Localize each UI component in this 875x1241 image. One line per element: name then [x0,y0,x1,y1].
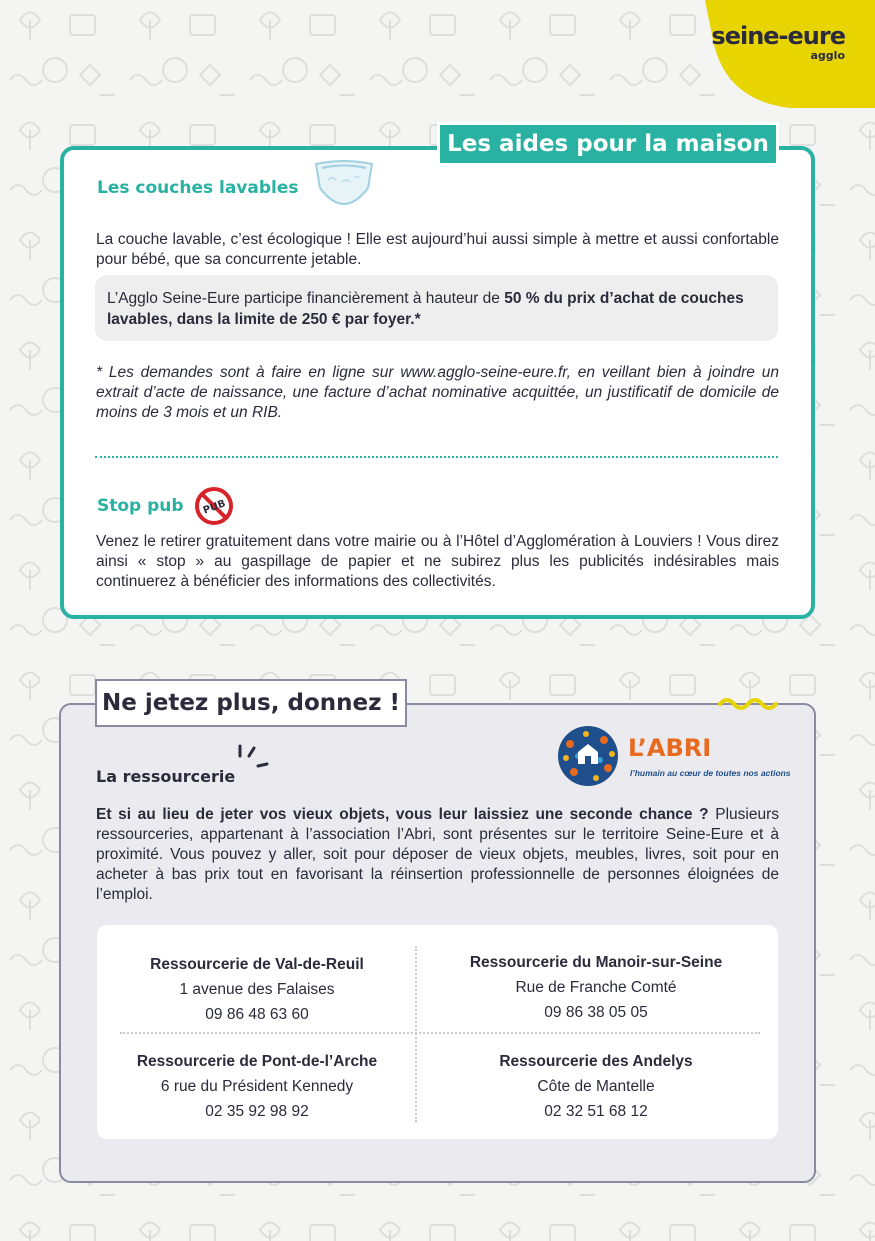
no-pub-icon-text: PUB [201,498,228,517]
card-donnez-title: Ne jetez plus, donnez ! [95,679,407,727]
ressourcerie-intro-bold: Et si au lieu de jeter vos vieux objets, vous leur laissiez une seconde chance ? [96,806,709,823]
spark-decoration-icon [234,742,272,772]
ressourcerie-phone[interactable]: 02 32 51 68 12 [544,1103,648,1120]
ressourcerie-name: Ressourcerie de Val-de-Reuil [150,956,364,973]
ressourcerie-address: Côte de Mantelle [537,1078,655,1095]
ressourcerie-phone[interactable]: 09 86 48 63 60 [205,1006,309,1023]
diaper-icon [312,158,376,206]
ressourcerie-address: 1 avenue des Falaises [179,981,335,998]
section-divider [95,456,778,458]
abri-logo-name: L’ABRI [628,734,712,762]
section-title-stoppub: Stop pub [97,496,184,516]
ressourcerie-card [97,1049,417,1124]
ressourcerie-address: Rue de Franche Comté [515,979,677,996]
ressourcerie-intro [96,805,779,905]
ressourcerie-name: Ressourcerie de Pont-de-l’Arche [136,1053,378,1070]
abri-logo-tagline: l’humain au cœur de toutes nos actions [630,768,791,778]
abri-logo-mark-icon [556,724,620,788]
couches-highlight [95,275,778,341]
wave-decoration-icon [718,694,780,710]
couches-note: * Les demandes sont à faire en ligne sur www.agglo-seine-eure.fr, en veillant bien à joindre un extrait d’acte de naissance, une facture d’achat nominative acquittée, un justificatif de domicile de moins de 3 mois et un RIB. [96,364,779,421]
ressourcerie-phone[interactable]: 09 86 38 05 05 [544,1004,648,1021]
logo-name: seine-eure [711,22,845,50]
ressourcerie-card [436,950,756,1025]
couches-intro: La couche lavable, c’est écologique ! Elle est aujourd’hui aussi simple à mettre et aussi confortable pour bébé, que sa concurrente jetable. [96,231,779,268]
abri-logo [556,724,791,788]
ressourcerie-phone[interactable]: 02 35 92 98 92 [205,1103,309,1120]
section-title-couches: Les couches lavables [97,178,299,198]
ressourcerie-card [97,952,417,1027]
ressourcerie-intro-plain: Plusieurs ressourceries, appartenant à l’association l’Abri, sont présentes sur le territoire Seine-Eure et à proximité. Vous pouvez y aller, soit pour déposer de vieux objets, meubles, livres, soit pour en acheter à bas prix tout en favorisant la réinsertion professionnelle de personnes éloignées de l’emploi. [96,806,779,903]
section-title-ressourcerie: La ressourcerie [96,767,236,786]
panel-horizontal-divider [120,1032,760,1034]
ressourcerie-address: 6 rue du Président Kennedy [160,1078,354,1095]
ressourcerie-name: Ressourcerie des Andelys [499,1053,693,1070]
stoppub-text: Venez le retirer gratuitement dans votre mairie ou à l’Hôtel d’Agglomération à Louviers ! Vous direz ainsi « stop » au gaspillage de papier et ne subirez plus les publicités indésirables mais continuerez à bénéficier des informations des collectivités. [96,533,779,590]
card-aides-maison-title: Les aides pour la maison [437,122,779,166]
highlight-plain: L’Agglo Seine-Eure participe financièrement à hauteur de [107,290,505,307]
ressourcerie-card [436,1049,756,1124]
highlight-bold: 50 % du prix d’achat de couches lavables, dans la limite de 250 € par foyer.* [107,290,744,328]
seine-eure-logo [711,24,845,61]
no-pub-icon [193,486,235,526]
ressourcerie-name: Ressourcerie du Manoir-sur-Seine [469,954,723,971]
logo-subtitle: agglo [810,49,845,62]
